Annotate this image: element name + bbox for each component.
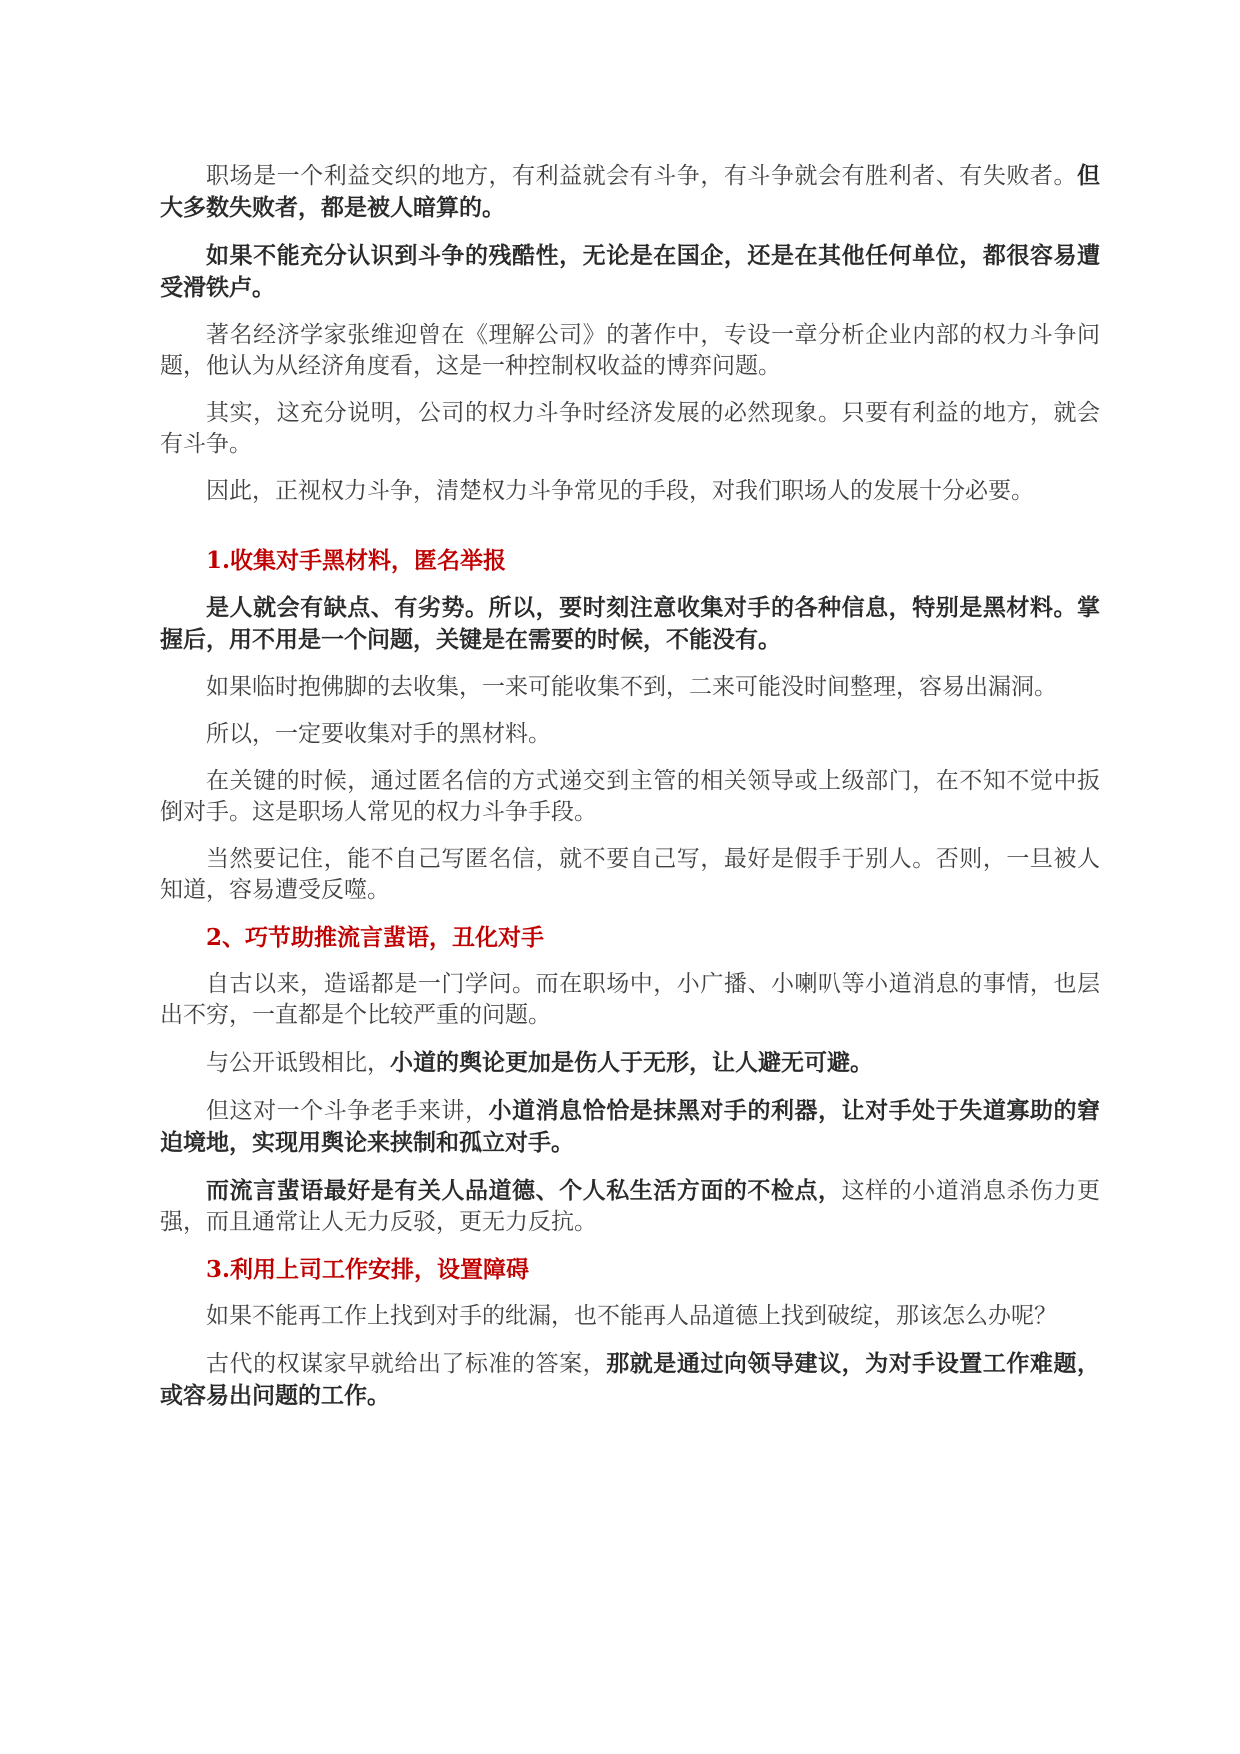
paragraph (160, 320, 1100, 382)
section-heading: 3.利用上司工作安排，设置障碍 (206, 1256, 530, 1283)
text-run: 因此，正视权力斗争，清楚权力斗争常见的手段，对我们职场人的发展十分必要。 (206, 478, 1034, 504)
paragraph (160, 766, 1100, 828)
section-heading: 2、巧节助推流言蜚语，丑化对手 (206, 924, 545, 951)
paragraph (160, 398, 1100, 460)
bold-text-run: 那就是通过向领导建议，为对手设置工作难题，或容易出问题的工作。 (160, 1350, 1101, 1409)
bold-text-run: 小道消息恰恰是抹黑对手的利器，让对手处于失道寡助的窘迫境地，实现用舆论来挟制和孤立对手。 (160, 1097, 1101, 1156)
bold-text-run: 而流言蜚语最好是有关人品道德、个人私生活方面的不检点， (206, 1177, 842, 1204)
paragraph (160, 1095, 1100, 1159)
paragraph (160, 672, 1100, 703)
text-run: 但这对一个斗争老手来讲， (206, 1098, 489, 1124)
text-run: 自古以来，造谣都是一门学问。而在职场中，小广播、小喇叭等小道消息的事情，也层出不穷，一直都是个比较严重的问题。 (160, 971, 1100, 1028)
paragraph (160, 1348, 1100, 1412)
paragraph (160, 160, 1100, 224)
text-run: 这样的小道消息杀伤力更强，而且通常让人无力反驳，更无力反抗。 (160, 1178, 1101, 1235)
paragraph (160, 844, 1100, 906)
text-run: 其实，这充分说明，公司的权力斗争时经济发展的必然现象。只要有利益的地方，就会有斗争。 (160, 400, 1100, 457)
text-run: 在关键的时候，通过匿名信的方式递交到主管的相关领导或上级部门，在不知不觉中扳倒对手。这是职场人常见的权力斗争手段。 (160, 768, 1100, 825)
bold-text-run: 但大多数失败者，都是被人暗算的。 (160, 162, 1100, 221)
text-run: 当然要记住，能不自己写匿名信，就不要自己写，最好是假手于别人。否则，一旦被人知道，容易遭受反噬。 (160, 846, 1100, 903)
text-run: 古代的权谋家早就给出了标准的答案， (206, 1351, 607, 1377)
paragraph (160, 969, 1100, 1031)
document-body (160, 160, 1100, 1428)
paragraph (160, 240, 1100, 304)
text-run: 所以，一定要收集对手的黑材料。 (206, 721, 551, 747)
paragraph (160, 1175, 1100, 1238)
paragraph (160, 1301, 1100, 1332)
section-heading: 1.收集对手黑材料，匿名举报 (206, 547, 507, 574)
paragraph (160, 719, 1100, 750)
paragraph (160, 476, 1100, 507)
text-run: 职场是一个利益交织的地方，有利益就会有斗争，有斗争就会有胜利者、有失败者。 (206, 163, 1077, 189)
text-run: 著名经济学家张维迎曾在《理解公司》的著作中，专设一章分析企业内部的权力斗争问题，他认为从经济角度看，这是一种控制权收益的博弈问题。 (160, 322, 1100, 379)
paragraph (160, 1047, 1100, 1079)
text-run: 如果不能再工作上找到对手的纰漏，也不能再人品道德上找到破绽，那该怎么办呢？ (206, 1303, 1057, 1329)
bold-text-run: 如果不能充分认识到斗争的残酷性，无论是在国企，还是在其他任何单位，都很容易遭受滑铁卢。 (160, 242, 1100, 301)
paragraph (160, 592, 1100, 656)
bold-text-run: 小道的舆论更加是伤人于无形，让人避无可避。 (390, 1049, 873, 1076)
text-run: 与公开诋毁相比， (206, 1050, 390, 1076)
text-run: 如果临时抱佛脚的去收集，一来可能收集不到，二来可能没时间整理，容易出漏洞。 (206, 674, 1057, 700)
bold-text-run: 是人就会有缺点、有劣势。所以，要时刻注意收集对手的各种信息，特别是黑材料。掌握后，用不用是一个问题，关键是在需要的时候，不能没有。 (160, 594, 1100, 653)
